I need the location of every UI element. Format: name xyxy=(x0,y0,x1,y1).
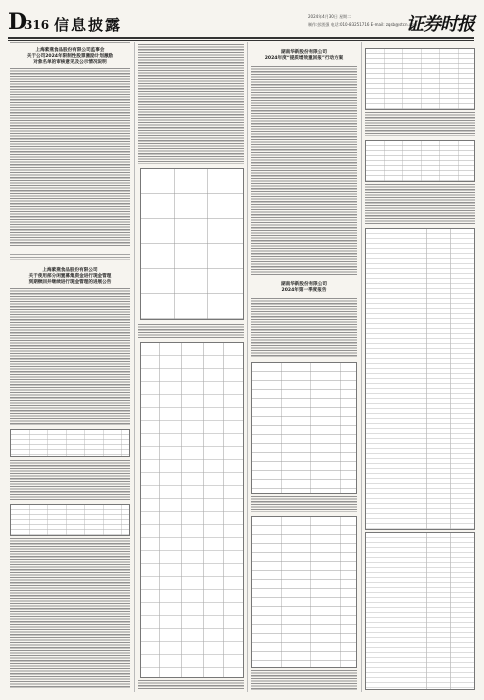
announcement-1-title: 上海紫燕食品股份有限公司监事会 关于公司2024年限制性股票激励计划激励 对象名单的审核意见及公示情况说明 xyxy=(26,48,114,65)
paper-logo: 证券时报 xyxy=(406,14,474,35)
announcement-2-title: 上海紫燕食品股份有限公司 关于使用部分闲置募集资金进行现金管理 到期赎回并继续进行现金管理的进展公告 xyxy=(28,268,112,285)
column-1 xyxy=(10,42,130,692)
masthead-rule xyxy=(8,37,474,39)
balance-sheet-table xyxy=(365,228,475,530)
financial-table xyxy=(365,140,475,182)
announcement-3-body xyxy=(251,66,357,276)
announcement-4-body xyxy=(251,298,357,358)
cash-flow-table xyxy=(365,532,475,690)
announcement-1-body xyxy=(10,68,130,246)
column-2 xyxy=(138,42,244,692)
section-number: 316 xyxy=(24,18,50,32)
financial-table xyxy=(251,516,357,668)
column-divider xyxy=(361,42,362,692)
data-table xyxy=(10,504,130,536)
financial-table xyxy=(365,48,475,110)
announcement-2-body xyxy=(10,288,130,426)
section-code: D xyxy=(8,9,28,35)
editor-info: 制作:彭凯强 电话:010-83251716 E-mail: zqsb@stcn.com xyxy=(308,22,418,27)
announcement-3-title: 湖南华新股份有限公司 2024年度“提质增效重回报”行动方案 xyxy=(264,50,344,61)
masthead xyxy=(8,10,474,36)
financial-table xyxy=(251,362,357,494)
column-divider xyxy=(134,42,135,692)
announcement-4-title: 湖南华新股份有限公司 2024年第一季度报告 xyxy=(281,282,327,293)
column-4 xyxy=(365,42,475,692)
column-divider xyxy=(247,42,248,692)
data-table xyxy=(140,342,244,678)
column-3 xyxy=(251,42,357,692)
section-name: 信息披露 xyxy=(54,16,123,34)
data-table xyxy=(140,168,244,320)
masthead-subrule xyxy=(8,40,474,41)
data-table xyxy=(10,429,130,457)
issue-date: 2024年4月30日 星期二 xyxy=(308,14,352,19)
